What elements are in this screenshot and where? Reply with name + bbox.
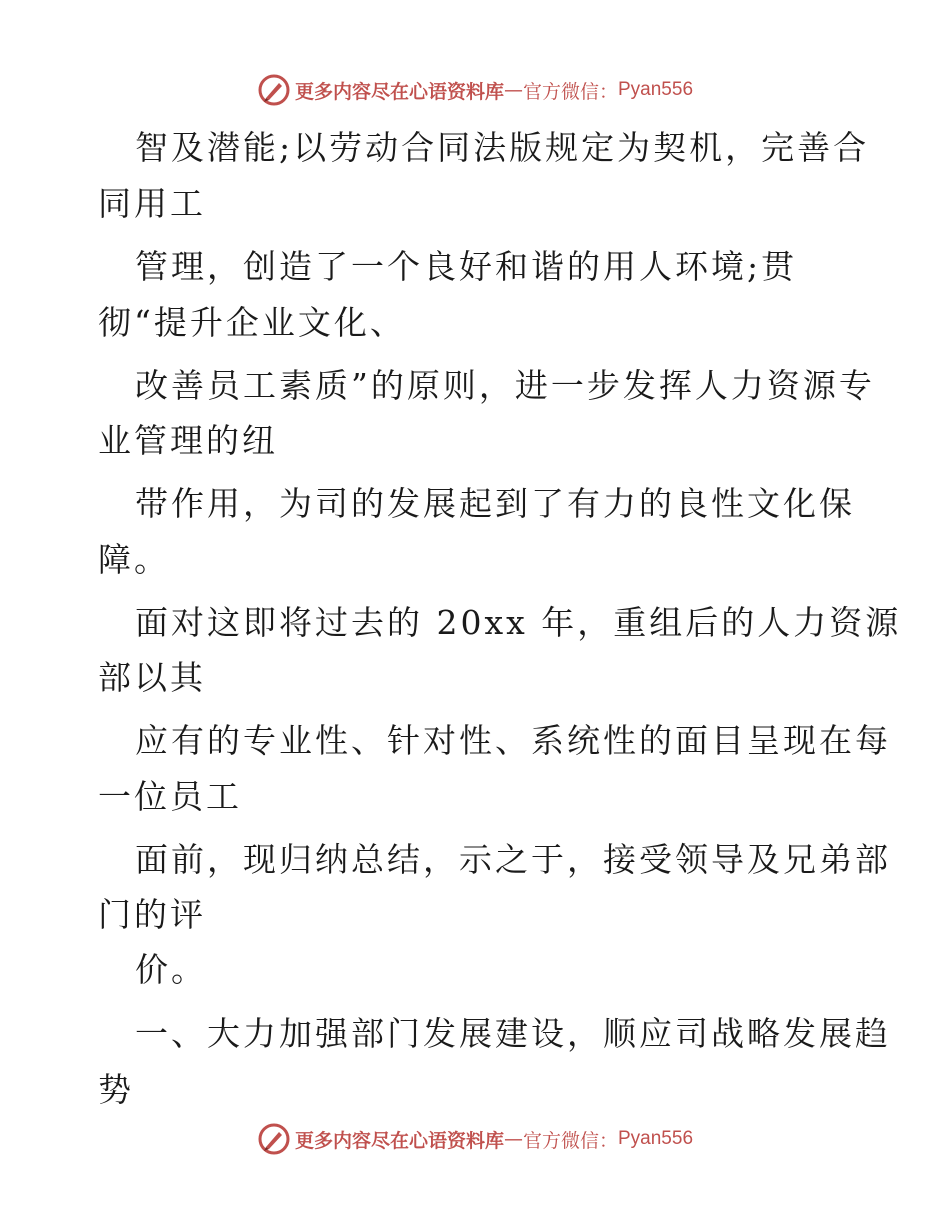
text-line: 一、大力加强部门发展建设，顺应司战略发展趋 [135, 1014, 891, 1053]
header-banner [0, 70, 950, 110]
footer-banner [0, 1119, 950, 1159]
text-line: 业管理的纽 [98, 421, 278, 460]
text-line: 彻“提升企业文化、 [98, 303, 406, 342]
text-line: 面前，现归纳总结，示之于，接受领导及兄弟部 [135, 840, 891, 879]
text-line: 应有的专业性、针对性、系统性的面目呈现在每 [135, 721, 891, 760]
text-line: 管理，创造了一个良好和谐的用人环境;贯 [135, 247, 798, 286]
pen-logo-icon [257, 73, 291, 107]
text-line: 部以其 [98, 658, 206, 697]
text-line: 同用工 [98, 184, 206, 223]
footer-wechat-id: Pyan556 [618, 1128, 694, 1149]
footer-dash: — [503, 1128, 523, 1150]
header-wechat-id: Pyan556 [618, 79, 694, 100]
footer-slogan: 更多内容尽在心语资料库 [294, 1129, 504, 1152]
text-line: 面对这即将过去的 20xx 年，重组后的人力资源 [135, 603, 902, 642]
text-line: 价。 [135, 950, 207, 989]
footer-wechat-label: 官方微信： [522, 1129, 618, 1152]
header-wechat-label: 官方微信： [522, 80, 618, 103]
header-dash: — [503, 79, 523, 101]
text-line: 势 [98, 1070, 134, 1109]
text-line: 障。 [98, 540, 170, 579]
text-line: 改善员工素质”的原则，进一步发挥人力资源专 [135, 366, 875, 405]
text-line: 带作用，为司的发展起到了有力的良性文化保 [135, 484, 855, 523]
text-line: 智及潜能;以劳动合同法版规定为契机，完善合 [135, 128, 870, 167]
header-slogan: 更多内容尽在心语资料库 [294, 80, 504, 103]
text-line: 门的评 [98, 895, 206, 934]
pen-logo-icon [257, 1122, 291, 1156]
text-line: 一位员工 [98, 777, 242, 816]
